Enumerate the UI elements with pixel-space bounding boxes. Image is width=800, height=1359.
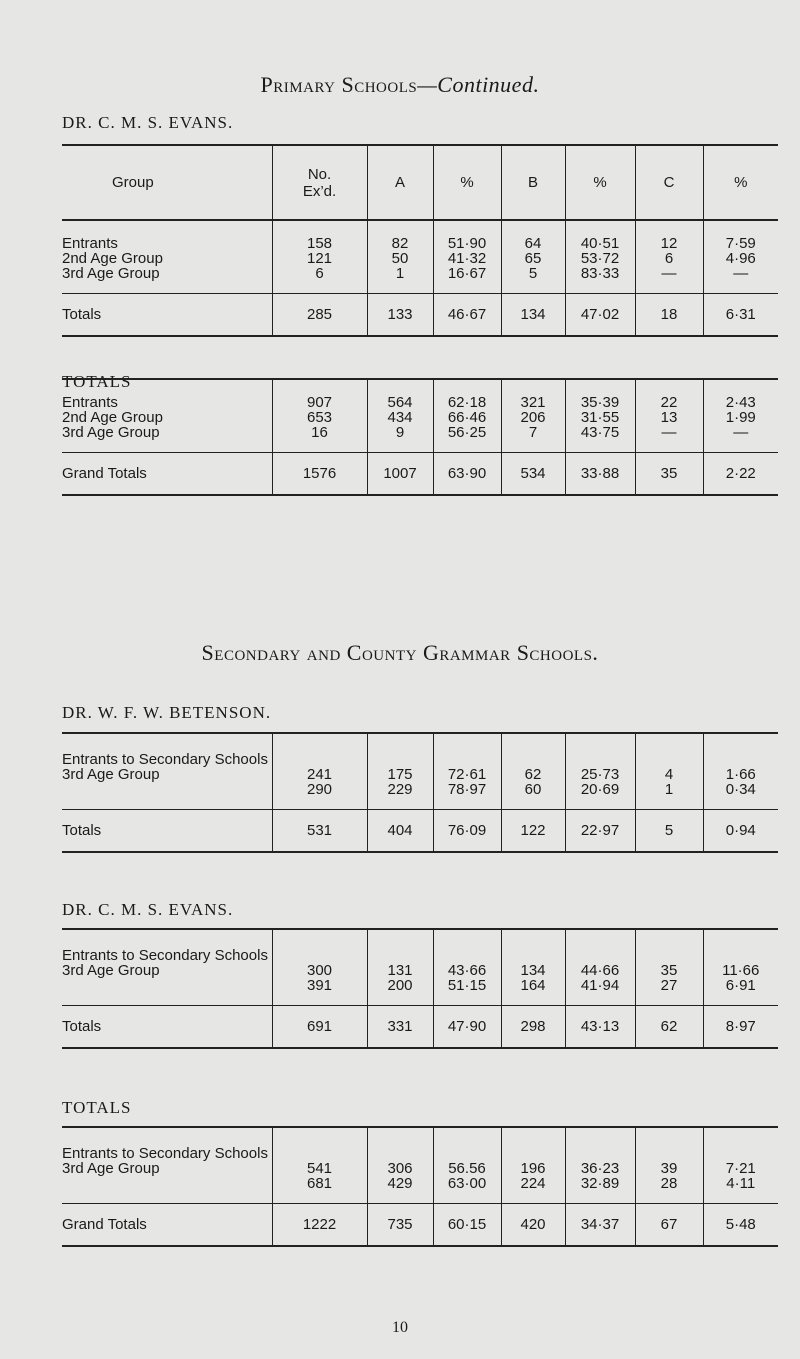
table-cell: 56·25: [447, 424, 487, 441]
table-cell: 2·43: [725, 394, 756, 411]
table-cell: 196: [520, 1160, 546, 1177]
table-cell: 65: [524, 250, 542, 267]
total-cell: 134: [501, 294, 565, 336]
value-column: [703, 220, 778, 294]
value-column: [367, 1127, 433, 1204]
table-cell: 134: [520, 962, 546, 979]
total-cell: 5: [635, 810, 703, 852]
total-label: Totals: [62, 1006, 272, 1048]
evans-secondary-doctor-name: DR. C. M. S. EVANS.: [62, 900, 234, 919]
secondary-totals-table: [62, 1126, 778, 1247]
row-label: Entrants: [62, 235, 118, 252]
table-cell: 53·72: [580, 250, 620, 267]
primary-totals-title: TOTALS: [62, 372, 132, 391]
total-cell: 33·88: [565, 453, 635, 495]
doctor-name: DR. C. M. S. EVANS.: [62, 113, 234, 132]
value-column: [565, 733, 635, 810]
row-label: Entrants to Secondary Schools: [62, 947, 268, 964]
total-cell: 298: [501, 1006, 565, 1048]
table-cell: 41·94: [580, 977, 620, 994]
table-cell: 4·11: [726, 1175, 756, 1192]
row-labels: [62, 929, 272, 1006]
table-cell: 66·46: [447, 409, 487, 426]
betenson-doctor-name: DR. W. F. W. BETENSON.: [62, 703, 272, 722]
table-cell: —: [733, 424, 749, 441]
table-cell: 63·00: [447, 1175, 487, 1192]
value-column: [565, 379, 635, 453]
table-cell: 653: [306, 409, 333, 426]
row-label: 3rd Age Group: [62, 1160, 160, 1177]
spacer: [636, 1146, 703, 1161]
total-cell: 1222: [272, 1204, 367, 1246]
value-column: [565, 929, 635, 1006]
total-cell: 35: [635, 453, 703, 495]
table-cell: 7·21: [725, 1160, 756, 1177]
primary-evans-table: [62, 144, 778, 337]
table-cell: 60: [524, 781, 542, 798]
table-cell: 175: [387, 766, 413, 783]
spacer: [273, 752, 367, 767]
spacer: [704, 752, 779, 767]
row-label: 2nd Age Group: [62, 409, 163, 426]
header-c-percent: %: [703, 145, 778, 220]
value-column: [433, 220, 501, 294]
total-row: [62, 810, 778, 852]
value-column: [635, 929, 703, 1006]
table-cell: 541: [306, 1160, 333, 1177]
total-label: Grand Totals: [62, 1204, 272, 1246]
value-column: [501, 733, 565, 810]
value-column: [367, 929, 433, 1006]
table-cell: 78·97: [447, 781, 487, 798]
table-cell: 25·73: [580, 766, 620, 783]
total-cell: 18: [635, 294, 703, 336]
total-row: [62, 294, 778, 336]
table-cell: 64: [524, 235, 542, 252]
value-column: [703, 733, 778, 810]
secondary-heading-text: Secondary and County Grammar Schools.: [201, 640, 599, 665]
table-cell: 1·99: [725, 409, 756, 426]
table-cell: 681: [306, 1175, 333, 1192]
table-cell: 11·66: [722, 962, 760, 979]
table-cell: 1: [664, 781, 674, 798]
table-cell: 131: [387, 962, 413, 979]
spacer: [636, 948, 703, 963]
table-cell: 28: [660, 1175, 678, 1192]
total-cell: 8·97: [703, 1006, 778, 1048]
data-rows: [62, 929, 778, 1006]
total-cell: 60·15: [433, 1204, 501, 1246]
table-cell: 229: [387, 781, 413, 798]
value-column: [703, 1127, 778, 1204]
table-cell: —: [661, 265, 677, 282]
value-column: [272, 929, 367, 1006]
row-label: 3rd Age Group: [62, 424, 160, 441]
table-cell: 164: [520, 977, 546, 994]
header-a-percent: %: [433, 145, 501, 220]
total-cell: 67: [635, 1204, 703, 1246]
data-rows: [62, 1127, 778, 1204]
total-cell: 420: [501, 1204, 565, 1246]
total-cell: 1576: [272, 453, 367, 495]
total-label: Totals: [62, 294, 272, 336]
data-rows: [62, 733, 778, 810]
total-cell: 331: [367, 1006, 433, 1048]
table-cell: 36·23: [580, 1160, 620, 1177]
row-labels: [62, 379, 272, 453]
heading-suffix: —Continued.: [417, 72, 540, 97]
table-cell: 6: [664, 250, 674, 267]
table-cell: 43·66: [447, 962, 487, 979]
table-cell: 12: [660, 235, 678, 252]
value-column: [635, 379, 703, 453]
value-column: [367, 379, 433, 453]
spacer: [502, 1146, 565, 1161]
spacer: [273, 1146, 367, 1161]
total-label: Grand Totals: [62, 453, 272, 495]
header-b-percent: %: [565, 145, 635, 220]
value-column: [272, 379, 367, 453]
table-cell: 321: [520, 394, 546, 411]
value-column: [635, 733, 703, 810]
total-row: [62, 1204, 778, 1246]
data-rows: [62, 220, 778, 294]
table-cell: 22: [660, 394, 678, 411]
header-group: Group: [62, 145, 272, 220]
total-cell: 531: [272, 810, 367, 852]
spacer: [704, 1146, 779, 1161]
total-cell: 0·94: [703, 810, 778, 852]
value-column: [367, 220, 433, 294]
table-cell: 290: [306, 781, 333, 798]
table-cell: 72·61: [447, 766, 487, 783]
table-cell: 158: [306, 235, 333, 252]
table-cell: —: [733, 265, 749, 282]
total-cell: 43·13: [565, 1006, 635, 1048]
table-cell: 300: [306, 962, 333, 979]
table-cell: 6·91: [725, 977, 756, 994]
value-column: [367, 733, 433, 810]
total-cell: 122: [501, 810, 565, 852]
table-cell: 50: [391, 250, 409, 267]
row-labels: [62, 220, 272, 294]
table-cell: 16: [311, 424, 328, 441]
total-cell: 1007: [367, 453, 433, 495]
table-cell: 35: [660, 962, 678, 979]
value-column: [501, 220, 565, 294]
total-label: Totals: [62, 810, 272, 852]
row-label: 3rd Age Group: [62, 265, 160, 282]
total-cell: 63·90: [433, 453, 501, 495]
secondary-heading: [0, 640, 800, 666]
table-cell: 40·51: [580, 235, 620, 252]
page-heading: [0, 72, 800, 98]
table-cell: 121: [306, 250, 333, 267]
total-cell: 133: [367, 294, 433, 336]
table-cell: 56.56: [448, 1160, 486, 1177]
spacer: [273, 948, 367, 963]
total-cell: 534: [501, 453, 565, 495]
table-cell: 35·39: [580, 394, 620, 411]
primary-totals-table: [62, 378, 778, 496]
total-cell: 62: [635, 1006, 703, 1048]
table-cell: 41·32: [447, 250, 487, 267]
table-cell: 429: [387, 1175, 413, 1192]
value-column: [272, 733, 367, 810]
table-cell: 5: [528, 265, 538, 282]
value-column: [703, 379, 778, 453]
table-cell: 62: [524, 766, 542, 783]
table-cell: 16·67: [447, 265, 487, 282]
header-b: B: [501, 145, 565, 220]
total-cell: 34·37: [565, 1204, 635, 1246]
table-cell: 1: [395, 265, 405, 282]
spacer: [502, 948, 565, 963]
page-number: 10: [392, 1319, 408, 1336]
spacer: [566, 752, 635, 767]
table-cell: 20·69: [580, 781, 620, 798]
table-cell: 434: [387, 409, 413, 426]
spacer: [566, 1146, 635, 1161]
row-label: 3rd Age Group: [62, 962, 160, 979]
secondary-evans-table: [62, 928, 778, 1049]
secondary-totals-title: TOTALS: [62, 1098, 132, 1117]
row-labels: [62, 733, 272, 810]
row-label: 2nd Age Group: [62, 250, 163, 267]
table-cell: 0·34: [725, 781, 756, 798]
spacer: [434, 948, 501, 963]
spacer: [434, 1146, 501, 1161]
table-cell: 7: [528, 424, 538, 441]
value-column: [272, 220, 367, 294]
total-row: [62, 453, 778, 495]
table-cell: 306: [387, 1160, 413, 1177]
table-cell: 4: [664, 766, 674, 783]
table-cell: 241: [306, 766, 333, 783]
table-cell: 82: [391, 235, 409, 252]
table-cell: 13: [660, 409, 678, 426]
value-column: [565, 1127, 635, 1204]
header-a: A: [367, 145, 433, 220]
row-label: 3rd Age Group: [62, 766, 160, 783]
value-column: [501, 1127, 565, 1204]
row-label: Entrants to Secondary Schools: [62, 1145, 268, 1162]
total-cell: 5·48: [703, 1204, 778, 1246]
value-column: [272, 1127, 367, 1204]
total-row: [62, 1006, 778, 1048]
spacer: [636, 752, 703, 767]
table-cell: 1·66: [725, 766, 756, 783]
value-column: [565, 220, 635, 294]
spacer: [368, 1146, 433, 1161]
spacer: [368, 752, 433, 767]
table-cell: 44·66: [580, 962, 620, 979]
header-c: C: [635, 145, 703, 220]
spacer: [368, 948, 433, 963]
total-cell: 404: [367, 810, 433, 852]
value-column: [635, 220, 703, 294]
table-cell: 62·18: [447, 394, 487, 411]
table-cell: 564: [387, 394, 413, 411]
value-column: [501, 379, 565, 453]
total-cell: 6·31: [703, 294, 778, 336]
value-column: [635, 1127, 703, 1204]
table-cell: 6: [315, 265, 324, 282]
table-cell: 83·33: [580, 265, 620, 282]
data-rows: [62, 379, 778, 453]
table-cell: 206: [520, 409, 546, 426]
table-cell: 7·59: [725, 235, 756, 252]
table-cell: 27: [660, 977, 678, 994]
table-cell: 31·55: [580, 409, 620, 426]
total-cell: 47·90: [433, 1006, 501, 1048]
spacer: [566, 948, 635, 963]
table-cell: 907: [306, 394, 333, 411]
total-cell: 285: [272, 294, 367, 336]
row-label: Entrants: [62, 394, 118, 411]
spacer: [434, 752, 501, 767]
table-cell: 391: [306, 977, 333, 994]
table-cell: 224: [520, 1175, 546, 1192]
table-cell: 9: [395, 424, 405, 441]
secondary-betenson-table: [62, 732, 778, 853]
value-column: [433, 733, 501, 810]
table-cell: 51·90: [447, 235, 487, 252]
value-column: [703, 929, 778, 1006]
header-row: [62, 145, 778, 220]
heading-main: Primary Schools: [260, 72, 418, 97]
table-cell: 4·96: [725, 250, 756, 267]
row-label: Entrants to Secondary Schools: [62, 751, 268, 768]
total-cell: 691: [272, 1006, 367, 1048]
value-column: [433, 379, 501, 453]
table-cell: 43·75: [580, 424, 620, 441]
header-examined: No. Ex’d.: [272, 145, 367, 220]
table-cell: 51·15: [447, 977, 487, 994]
total-cell: 22·97: [565, 810, 635, 852]
row-labels: [62, 1127, 272, 1204]
table-cell: 39: [660, 1160, 678, 1177]
table-cell: —: [661, 424, 677, 441]
total-cell: 2·22: [703, 453, 778, 495]
total-cell: 47·02: [565, 294, 635, 336]
table-cell: 200: [387, 977, 413, 994]
value-column: [501, 929, 565, 1006]
total-cell: 46·67: [433, 294, 501, 336]
total-cell: 76·09: [433, 810, 501, 852]
spacer: [704, 948, 779, 963]
total-cell: 735: [367, 1204, 433, 1246]
spacer: [502, 752, 565, 767]
table-cell: 32·89: [580, 1175, 620, 1192]
value-column: [433, 929, 501, 1006]
value-column: [433, 1127, 501, 1204]
